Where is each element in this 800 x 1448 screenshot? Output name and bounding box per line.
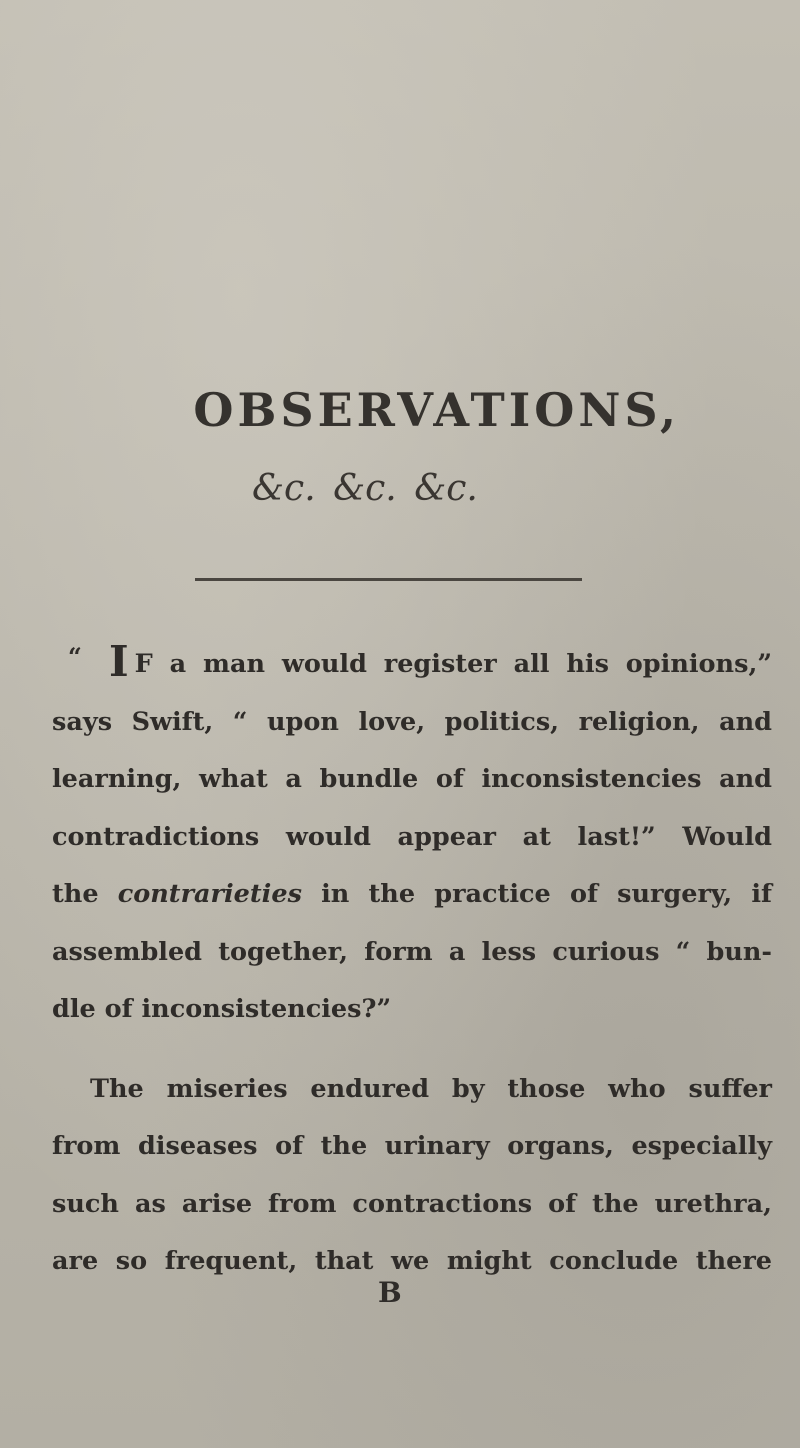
page-title: OBSERVATIONS,	[193, 383, 680, 437]
text-line: says Swift, “ upon love, politics, religion, and	[52, 706, 772, 737]
text-line: such as arise from contractions of the urethra,	[52, 1188, 772, 1219]
text-line: learning, what a bundle of inconsistencies and	[52, 764, 772, 794]
text-fragment: F a man would register all his opinions,”	[134, 649, 772, 679]
text-line: are so frequent, that we might conclude there	[52, 1246, 772, 1276]
text-line: The miseries endured by those who suffer	[90, 1073, 772, 1104]
text-line: contradictions would appear at last!” Would	[52, 821, 772, 852]
italic-word: contrarieties	[117, 879, 302, 909]
page-subtitle: &c. &c. &c.	[252, 468, 478, 509]
text-fragment: the	[52, 879, 99, 909]
text-line: from diseases of the urinary organs, especially	[52, 1131, 772, 1161]
body-text	[52, 636, 772, 1291]
text-fragment: in the practice of surgery, if	[321, 879, 772, 909]
signature-mark: B	[378, 1276, 402, 1309]
drop-cap: I	[109, 637, 129, 686]
divider-rule	[195, 578, 582, 581]
text-line: dle of inconsistencies?”	[52, 994, 392, 1024]
paragraph-1	[52, 636, 772, 1039]
text-line	[52, 636, 772, 694]
text-line: assembled together, form a less curious “ bun-	[52, 936, 772, 967]
open-quote: “	[68, 642, 82, 671]
text-line	[52, 866, 772, 924]
paragraph-2	[52, 1061, 772, 1291]
